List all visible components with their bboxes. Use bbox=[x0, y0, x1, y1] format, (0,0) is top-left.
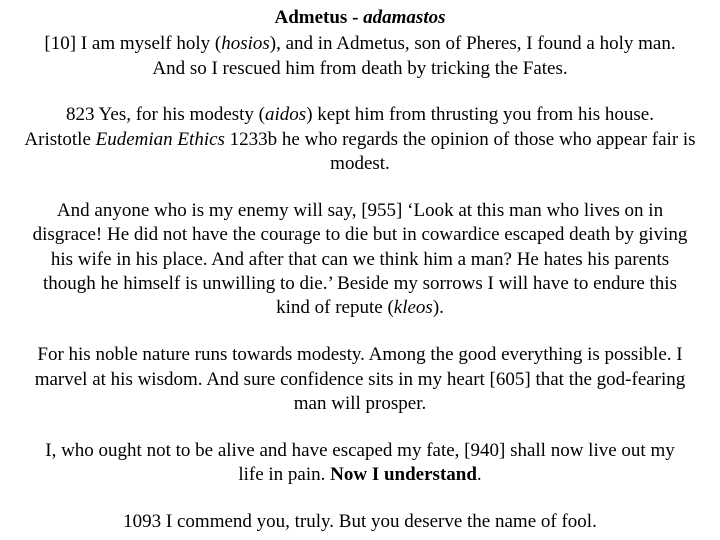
p5-l2-bold: Now I understand bbox=[330, 464, 477, 485]
p3-l5-a: kind of repute ( bbox=[276, 297, 394, 318]
p4-line-2: marvel at his wisdom. And sure confidence sits in my heart [605] that the god-fearing bbox=[34, 369, 686, 390]
p2-line-3: modest. bbox=[330, 153, 390, 174]
p3-line-1: And anyone who is my enemy will say, [955] ‘Look at this man who lives on in bbox=[56, 200, 664, 221]
title-name: Admetus - bbox=[274, 7, 364, 28]
p1-l1-italic: hosios bbox=[221, 33, 270, 54]
p6-line-1: 1093 I commend you, truly. But you deserve the name of fool. bbox=[123, 511, 597, 532]
p1-line-2: And so I rescued him from death by tricking the Fates. bbox=[152, 58, 568, 79]
p1-l1-a: [10] I am myself holy ( bbox=[44, 33, 222, 54]
p2-line-1 bbox=[0, 103, 720, 127]
p2-line-2 bbox=[0, 128, 720, 152]
p1-line-1 bbox=[0, 32, 720, 56]
p5-line-2 bbox=[0, 463, 720, 487]
p3-l5-b: ). bbox=[432, 297, 444, 318]
p3-line-5 bbox=[0, 296, 720, 320]
p5-line-1: I, who ought not to be alive and have escaped my fate, [940] shall now live out my bbox=[45, 440, 675, 461]
title-term: adamastos bbox=[363, 7, 446, 28]
p3-l5-italic: kleos bbox=[393, 297, 433, 318]
p3-line-3: his wife in his place. And after that can we think him a man? He hates his parents bbox=[50, 249, 670, 270]
p3-line-4: though he himself is unwilling to die.’ Beside my sorrows I will have to endure this bbox=[43, 273, 677, 294]
p3-line-2: disgrace! He did not have the courage to die but in cowardice escaped death by giving bbox=[32, 224, 688, 245]
p2-l1-italic: aidos bbox=[265, 104, 307, 125]
p5-l2-c: . bbox=[476, 464, 482, 485]
p1-l1-b: ), and in Admetus, son of Pheres, I found a holy man. bbox=[269, 33, 676, 54]
slide-title bbox=[0, 6, 720, 30]
p4-line-3: man will prosper. bbox=[293, 393, 427, 414]
p2-l2-italic: Eudemian Ethics bbox=[95, 129, 225, 150]
p5-l2-a: life in pain. bbox=[238, 464, 331, 485]
p2-l2-a: Aristotle bbox=[24, 129, 96, 150]
p2-l1-a: 823 Yes, for his modesty ( bbox=[66, 104, 265, 125]
p2-l2-b: 1233b he who regards the opinion of those who appear fair is bbox=[224, 129, 696, 150]
p4-line-1: For his noble nature runs towards modesty. Among the good everything is possible. I bbox=[37, 344, 683, 365]
p2-l1-b: ) kept him from thrusting you from his house. bbox=[306, 104, 654, 125]
